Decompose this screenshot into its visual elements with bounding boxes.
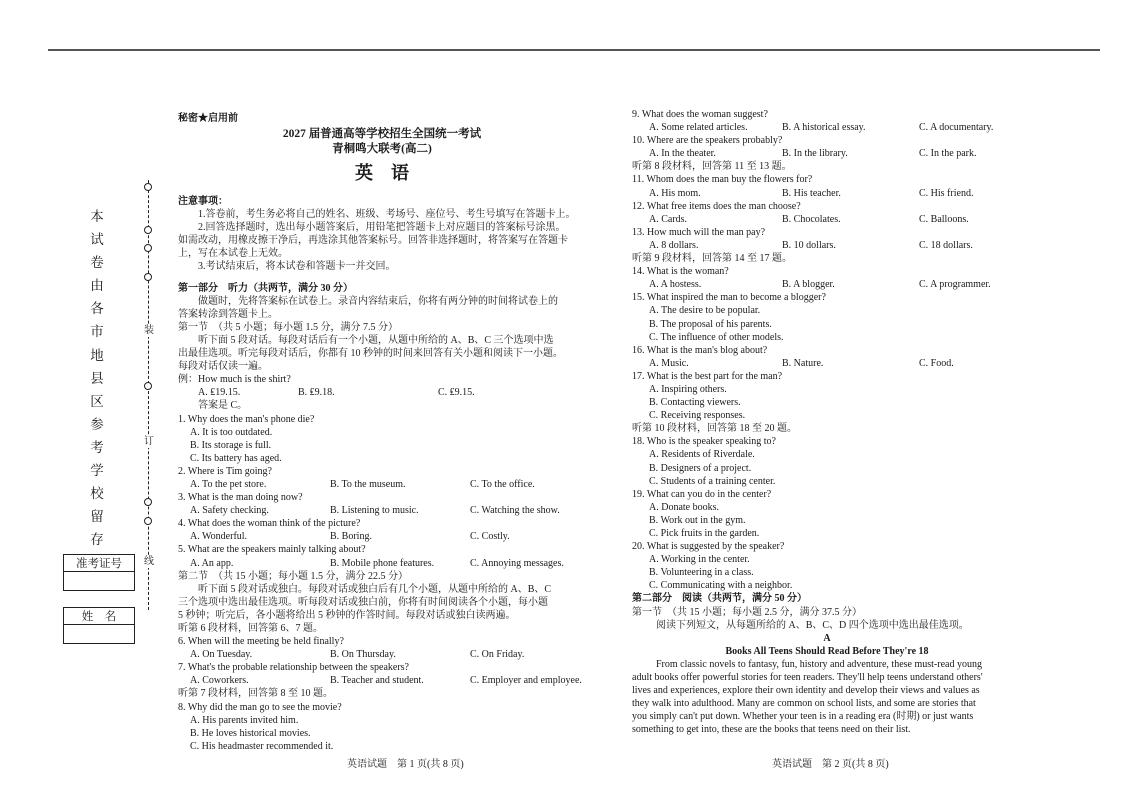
name-label: 姓 名 (64, 608, 134, 625)
exam-number-label: 准考证号 (64, 555, 134, 572)
seal-hole (144, 183, 152, 191)
option: C. Its battery has aged. (190, 452, 282, 464)
q2-options (178, 478, 586, 491)
option: B. Chocolates. (782, 213, 841, 225)
question-7: 7. What's the probable relationship between the speakers? (178, 662, 409, 674)
seal-hole (144, 226, 152, 234)
part2-section1-heading: 第一节 （共 15 小题；每小题 2.5 分，满分 37.5 分） (632, 606, 862, 618)
note-line: 如需改动，用橡皮擦干净后，再选涂其他答案标号。回答非选择题时，将答案写在答题卡 (178, 235, 568, 247)
page-2-footer: 英语试题 第 2 页(共 8 页) (772, 759, 889, 770)
option: B. Listening to music. (330, 505, 419, 517)
notes-heading: 注意事项： (178, 196, 228, 207)
option: C. Costly. (470, 531, 510, 543)
option: C. In the park. (919, 148, 977, 160)
q4-options (178, 530, 586, 543)
option: B. Work out in the gym. (649, 514, 746, 526)
seal-hole (144, 273, 152, 281)
option: B. Volunteering in a class. (649, 567, 754, 579)
note-line: 2.回答选择题时，选出每小题答案后，用铅笔把答题卡上对应题目的答案标号涂黑。 (198, 222, 566, 234)
option: B. Contacting viewers. (649, 397, 741, 409)
option: A. Coworkers. (190, 675, 249, 687)
part2-heading: 第二部分 阅读（共两节，满分 50 分） (632, 593, 807, 605)
passage-line: From classic novels to fantasy, fun, history and adventure, these must-read young (656, 658, 982, 670)
option: C. ₤9.15. (438, 387, 475, 399)
section2-intro: 三个选项中选出最佳选项。听每段对话或独白前，你将有时间阅读各个小题，每小题 (178, 596, 548, 608)
name-box (63, 607, 135, 644)
exam-number-field[interactable] (64, 572, 134, 590)
margin-notice (86, 205, 108, 551)
example-question: 例：How much is the shirt? (178, 374, 291, 386)
margin-notice-char: 地 (90, 347, 104, 363)
example-answer: 答案是 C。 (198, 400, 248, 412)
option: C. Communicating with a neighbor. (649, 580, 793, 592)
question-9: 9. What does the woman suggest? (632, 109, 768, 120)
question-14: 14. What is the woman? (632, 266, 729, 278)
option: A. Residents of Riverdale. (649, 449, 755, 461)
option: B. He loves historical movies. (190, 727, 311, 739)
margin-notice-char: 市 (90, 324, 104, 340)
q14-options (632, 278, 1022, 291)
section1-intro: 每段对话仅读一遍。 (178, 361, 268, 373)
q16-options (632, 357, 1022, 370)
option: C. A programmer. (919, 279, 991, 291)
section1-heading: 第一节 （共 5 小题；每小题 1.5 分，满分 7.5 分） (178, 321, 398, 333)
option: A. His mom. (649, 187, 701, 199)
option: B. Nature. (782, 357, 824, 369)
margin-notice-char: 考 (90, 439, 104, 455)
option: B. Boring. (330, 531, 372, 543)
part1-heading: 第一部分 听力（共两节，满分 30 分） (178, 282, 353, 294)
note-line: 1.答卷前，考生务必将自己的姓名、班级、考场号、座位号、考生号填写在答题卡上。 (198, 209, 576, 221)
part1-intro: 答案转涂到答题卡上。 (178, 308, 278, 320)
margin-notice-char: 学 (90, 463, 104, 479)
option: C. Students of a training center. (649, 475, 776, 487)
passage-title: Books All Teens Should Read Before They're 18 (725, 645, 929, 657)
page-2 (632, 108, 1022, 737)
passage-line: adult books offer powerful stories for teen readers. They'll help teens understand others' (632, 672, 983, 684)
seal-hole (144, 244, 152, 252)
seal-hole (144, 498, 152, 506)
option: A. Wonderful. (190, 531, 248, 543)
confidential-mark: 秘密★启用前 (178, 113, 238, 124)
option: A. The desire to be popular. (649, 305, 761, 317)
seal-hole (144, 517, 152, 525)
name-field[interactable] (64, 625, 134, 643)
margin-notice-char: 留 (90, 509, 104, 525)
margin-notice-char: 各 (90, 301, 104, 317)
margin-notice-char: 区 (90, 393, 104, 409)
question-8: 8. Why did the man go to see the movie? (178, 701, 342, 713)
option: B. A blogger. (782, 279, 835, 291)
option: C. Employer and employee. (470, 675, 582, 687)
part2-intro: 阅读下列短文，从每题所给的 A、B、C、D 四个选项中选出最佳选项。 (656, 619, 969, 631)
question-5: 5. What are the speakers mainly talking about? (178, 544, 366, 556)
question-20: 20. What is suggested by the speaker? (632, 541, 785, 553)
section1-intro: 听下面 5 段对话。每段对话后有一个小题，从题中所给的 A、B、C 三个选项中选 (198, 334, 554, 346)
option: C. His friend. (919, 187, 974, 199)
option: A. Cards. (649, 213, 688, 225)
option: A. Music. (649, 357, 689, 369)
part1-intro: 做题时，先将答案标在试卷上。录音内容结束后，你将有两分钟的时间将试卷上的 (198, 295, 558, 307)
question-19: 19. What can you do in the center? (632, 488, 772, 500)
option: A. In the theater. (649, 148, 716, 160)
question-11: 11. Whom does the man buy the flowers for? (632, 174, 813, 186)
passage-line: something to get into, these are the books that teens need on their list. (632, 724, 911, 736)
example-options (178, 386, 586, 399)
question-17: 17. What is the best part for the man? (632, 370, 783, 382)
passage-line: they walk into adulthood. Many are common on school lists, and some are stories that (632, 698, 976, 710)
option: C. His headmaster recommended it. (190, 740, 334, 752)
margin-notice-char: 存 (90, 532, 104, 548)
question-10: 10. Where are the speakers probably? (632, 135, 783, 147)
option: C. A documentary. (919, 122, 994, 134)
option: C. Receiving responses. (649, 410, 746, 422)
option: C. The influence of other models. (649, 331, 784, 343)
q13-options (632, 239, 1022, 252)
margin-notice-char: 县 (90, 370, 104, 386)
option: A. Working in the center. (649, 554, 750, 566)
option: A. Safety checking. (190, 505, 269, 517)
option: B. His teacher. (782, 187, 841, 199)
option: B. ₤9.18. (298, 387, 335, 399)
option: B. Teacher and student. (330, 675, 424, 687)
option: A. His parents invited him. (190, 714, 299, 726)
question-1: 1. Why does the man's phone die? (178, 413, 315, 425)
option: B. 10 dollars. (782, 239, 836, 251)
margin-notice-char: 校 (90, 486, 104, 502)
option: A. Donate books. (649, 501, 719, 513)
seal-word-xian: 线 (144, 556, 154, 567)
option: C. Watching the show. (470, 505, 560, 517)
question-15: 15. What inspired the man to become a blogger? (632, 292, 826, 304)
option: C. Food. (919, 357, 954, 369)
margin-notice-char: 本 (90, 209, 104, 224)
q12-options (632, 213, 1022, 226)
seal-hole (144, 382, 152, 390)
option: C. 18 dollars. (919, 239, 973, 251)
q5-options (178, 557, 586, 570)
option: A. It is too outdated. (190, 426, 273, 438)
option: B. Designers of a project. (649, 462, 752, 474)
section2-intro: 5 秒钟；听完后，各小题将给出 5 秒钟的作答时间。每段对话或独白读两遍。 (178, 609, 516, 621)
option: A. Some related articles. (649, 122, 748, 134)
seal-word-zhuang: 装 (144, 325, 154, 336)
margin-notice-char: 试 (90, 232, 104, 248)
material-note: 听第 6 段材料，回答第 6、7 题。 (178, 623, 323, 634)
q10-options (632, 147, 1022, 160)
page-1-footer: 英语试题 第 1 页(共 8 页) (347, 759, 464, 770)
margin-notice-char: 由 (90, 278, 104, 294)
question-4: 4. What does the woman think of the picture? (178, 518, 361, 530)
option: A. 8 dollars. (649, 239, 699, 251)
option: A. To the pet store. (190, 478, 267, 490)
seal-word-ding: 订 (144, 436, 154, 447)
note-line: 上，写在本试卷上无效。 (178, 248, 288, 260)
question-2: 2. Where is Tim going? (178, 465, 272, 477)
q11-options (632, 187, 1022, 200)
option: B. Mobile phone features. (330, 557, 435, 569)
option: A. ₤19.15. (198, 387, 241, 399)
option: B. To the museum. (330, 478, 406, 490)
q6-options (178, 648, 586, 661)
passage-line: lives and experiences, explore their own identity and develop their views and values as (632, 685, 980, 697)
option: A. A hostess. (649, 279, 702, 291)
q3-options (178, 504, 586, 517)
option: C. To the office. (470, 478, 535, 490)
note-line: 3.考试结束后，将本试卷和答题卡一并交回。 (198, 261, 396, 273)
option: B. On Thursday. (330, 649, 396, 661)
margin-notice-char: 卷 (90, 255, 104, 271)
material-note: 听第 9 段材料，回答第 14 至 17 题。 (632, 253, 792, 265)
page-1 (178, 112, 586, 753)
q7-options (178, 674, 586, 687)
question-3: 3. What is the man doing now? (178, 492, 303, 504)
option: C. Pick fruits in the garden. (649, 528, 760, 539)
question-6: 6. When will the meeting be held finally? (178, 636, 344, 648)
material-note: 听第 10 段材料，回答第 18 至 20 题。 (632, 423, 797, 435)
q9-options (632, 121, 1022, 134)
option: C. Annoying messages. (470, 557, 564, 569)
option: A. An app. (190, 557, 234, 569)
option: B. Its storage is full. (190, 439, 272, 451)
option: C. Balloons. (919, 213, 969, 225)
exam-number-box (63, 554, 135, 591)
option: C. On Friday. (470, 649, 525, 661)
option: A. Inspiring others. (649, 383, 727, 395)
subject-title: 英 语 (355, 163, 409, 184)
question-18: 18. Who is the speaker speaking to? (632, 436, 776, 448)
material-note: 听第 8 段材料，回答第 11 至 13 题。 (632, 161, 792, 173)
passage-line: you simply can't put down. Whether your teen is in a reading era (时期) or just wants (632, 711, 974, 723)
option: B. The proposal of his parents. (649, 318, 772, 330)
scan-border (48, 49, 1100, 51)
question-12: 12. What free items does the man choose? (632, 200, 801, 212)
section2-heading: 第二节 （共 15 小题；每小题 1.5 分，满分 22.5 分） (178, 570, 408, 582)
section2-intro: 听下面 5 段对话或独白。每段对话或独白后有几个小题，从题中所给的 A、B、C (198, 583, 552, 595)
section1-intro: 出最佳选项。听完每段对话后，你都有 10 秒钟的时间来回答有关小题和阅读下一小题。 (178, 348, 563, 360)
exam-subtitle: 青桐鸣大联考(高二) (332, 143, 432, 155)
exam-title: 2027 届普通高等学校招生全国统一考试 (282, 128, 482, 140)
material-note: 听第 7 段材料，回答第 8 至 10 题。 (178, 688, 333, 700)
passage-letter: A (823, 632, 831, 644)
option: B. In the library. (782, 148, 848, 160)
option: B. A historical essay. (782, 122, 866, 134)
question-16: 16. What is the man's blog about? (632, 344, 768, 356)
option: A. On Tuesday. (190, 649, 253, 661)
question-13: 13. How much will the man pay? (632, 226, 766, 238)
margin-notice-char: 参 (90, 416, 104, 432)
